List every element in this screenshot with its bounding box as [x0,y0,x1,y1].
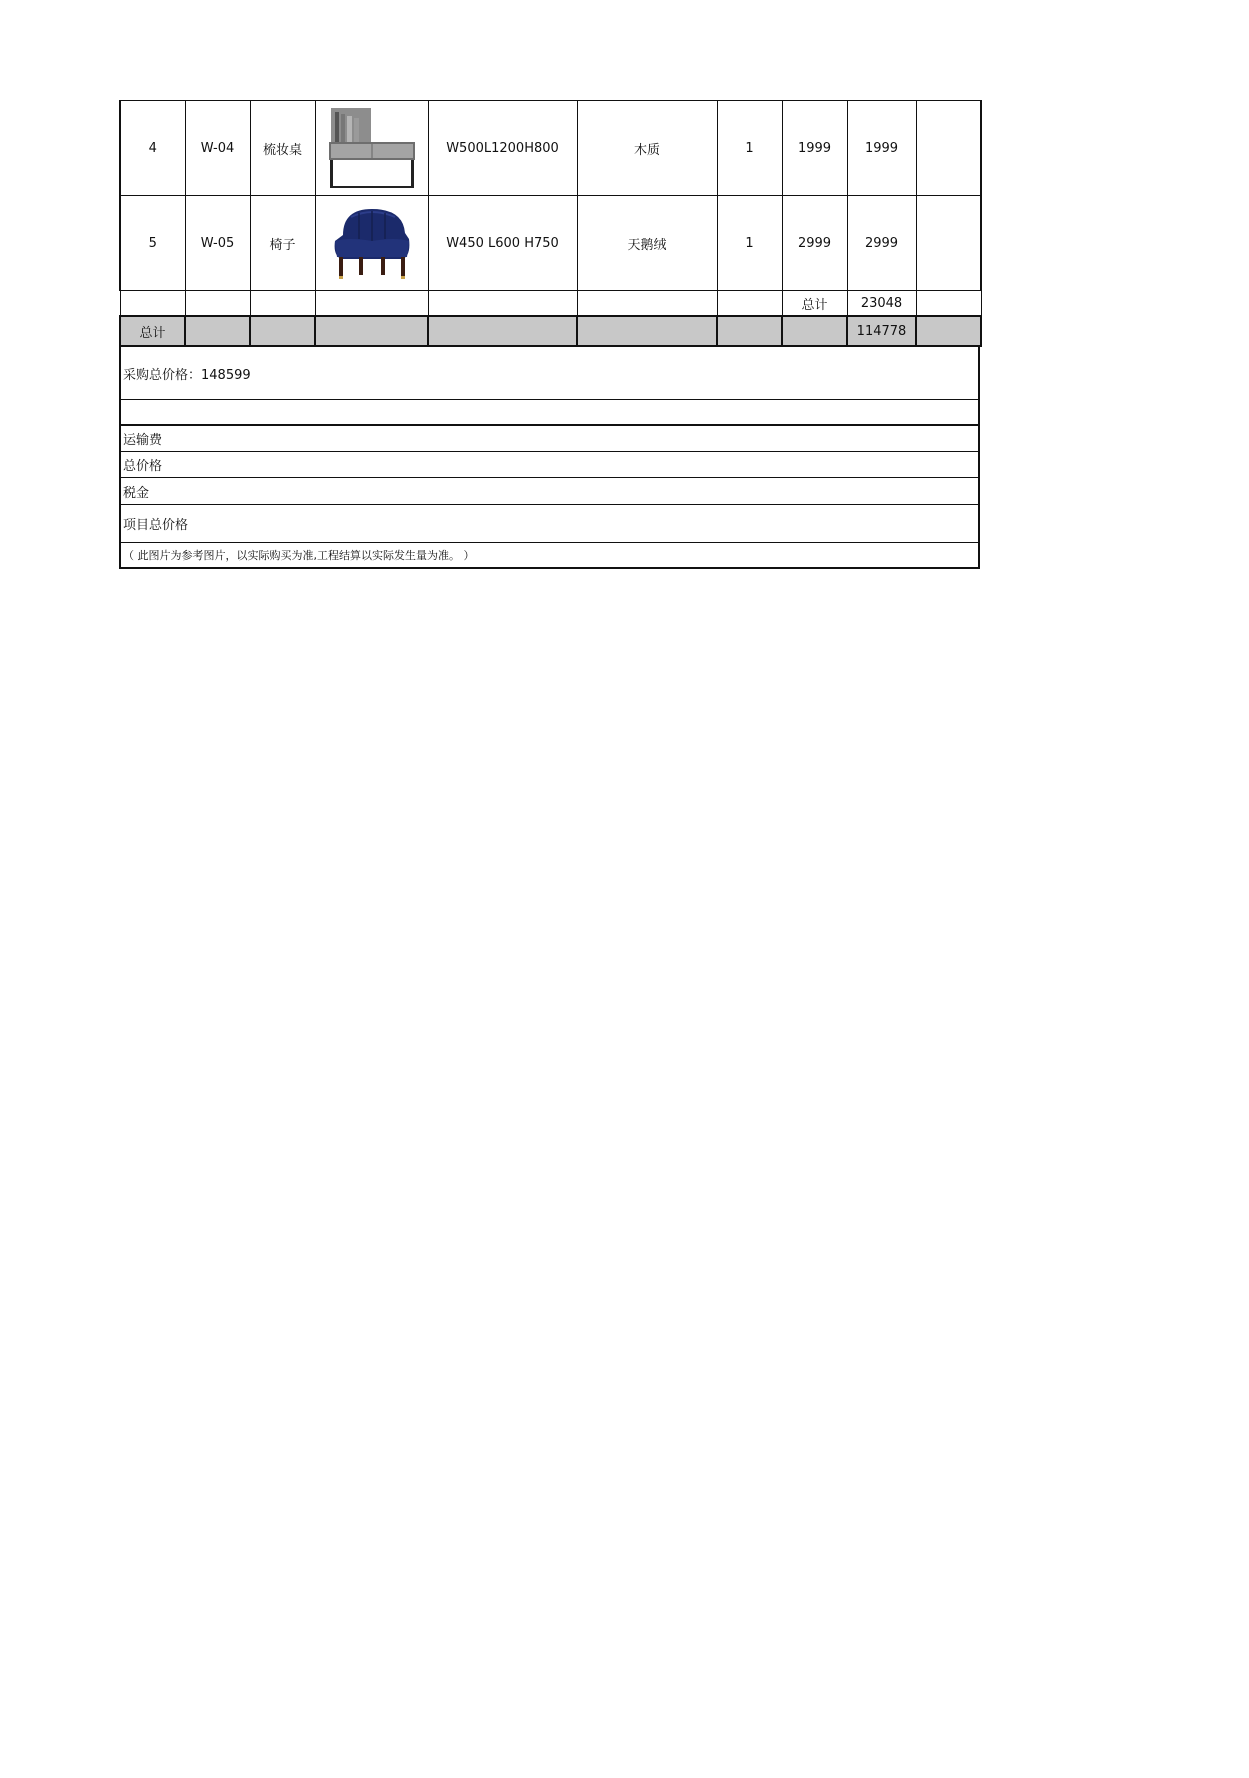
cell-code: W-05 [185,196,250,291]
blue-velvet-armchair-image [329,205,415,281]
quotation-sheet [119,100,980,569]
empty-cell [315,291,428,317]
cell-no: 5 [120,196,185,291]
vanity-desk-image [327,106,417,190]
cell-size: W500L1200H800 [428,101,577,196]
procurement-total: 采购总价格：148599 [123,367,251,383]
cell-amount: 1999 [847,101,916,196]
cell-unit-price: 2999 [782,196,847,291]
empty-cell [250,316,315,346]
subtotal-label: 总计 [782,291,847,317]
cell-material: 木质 [577,101,717,196]
empty-cell [717,316,782,346]
grand-total-value: 114778 [847,316,916,346]
cell-name: 梳妆桌 [250,101,315,196]
cell-code: W-04 [185,101,250,196]
shipping-fee: 运输费 [121,424,978,451]
empty-cell [782,316,847,346]
project-total-price: 项目总价格 [121,504,978,542]
empty-cell [120,291,185,317]
cell-no: 4 [120,101,185,196]
furniture-table [119,100,982,347]
table-row [120,101,981,196]
total-price: 总价格 [121,451,978,477]
empty-cell [185,291,250,317]
empty-cell [916,316,981,346]
tax: 税金 [121,477,978,504]
cell-unit-price: 1999 [782,101,847,196]
empty-cell [428,291,577,317]
empty-cell [577,316,717,346]
grand-total-label: 总计 [120,316,185,346]
empty-cell [916,291,981,317]
cell-material: 天鹅绒 [577,196,717,291]
empty-cell [250,291,315,317]
subtotal-value: 23048 [847,291,916,317]
cell-size: W450 L600 H750 [428,196,577,291]
cell-image [315,101,428,196]
cell-amount: 2999 [847,196,916,291]
cell-remark [916,101,981,196]
grand-total-row [120,316,981,346]
reference-note: （ 此图片为参考图片，以实际购买为准,工程结算以实际发生量为准。 ） [121,542,978,567]
empty-cell [717,291,782,317]
cell-qty: 1 [717,101,782,196]
subtotal-row [120,291,981,317]
cell-image [315,196,428,291]
cell-remark [916,196,981,291]
blank-row [121,399,978,424]
empty-cell [315,316,428,346]
empty-cell [577,291,717,317]
table-row [120,196,981,291]
summary-section [119,347,980,569]
empty-cell [185,316,250,346]
cell-name: 椅子 [250,196,315,291]
empty-cell [428,316,577,346]
cell-qty: 1 [717,196,782,291]
